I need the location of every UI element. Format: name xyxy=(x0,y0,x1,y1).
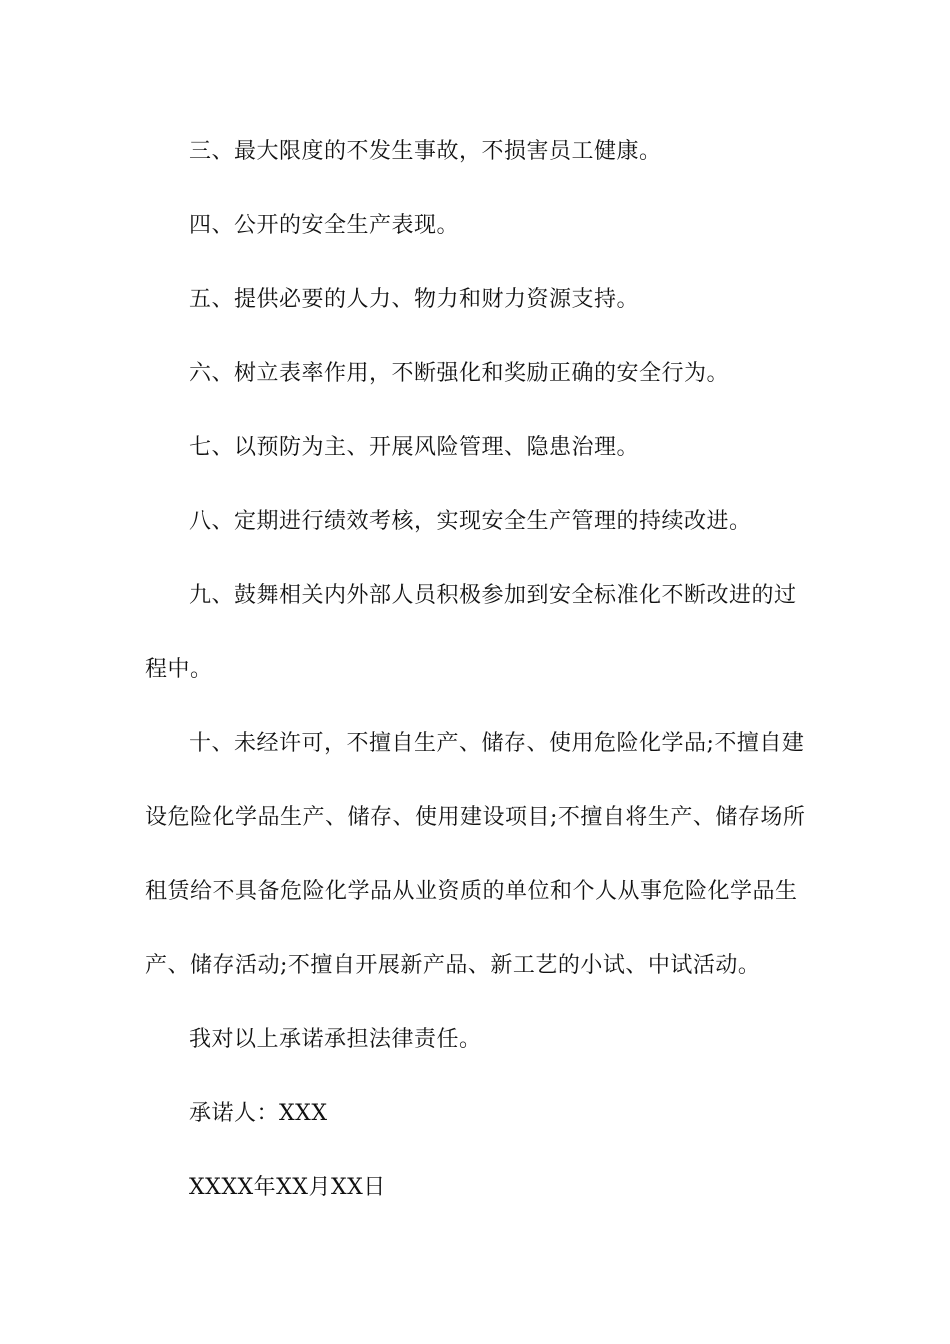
promiser-signature: 承诺人：XXX xyxy=(189,1101,328,1126)
commitment-item-7: 七、以预防为主、开展风险管理、隐患治理。 xyxy=(189,435,640,460)
commitment-item-9: 九、鼓舞相关内外部人员积极参加到安全标准化不断改进的过程中。 xyxy=(145,583,797,682)
signature-date: XXXX年XX月XX日 xyxy=(189,1175,386,1200)
commitment-item-10: 十、未经许可，不擅自生产、储存、使用危险化学品;不擅自建设危险化学品生产、储存、使用建设项目;不擅自将生产、储存场所租赁给不具备危险化学品从业资质的单位和个人从事危险化学品生产、储存活动;不擅自开展新产品、新工艺的小试、中试活动。 xyxy=(145,731,806,978)
legal-responsibility-statement: 我对以上承诺承担法律责任。 xyxy=(189,1027,482,1052)
commitment-item-5: 五、提供必要的人力、物力和财力资源支持。 xyxy=(189,287,640,312)
commitment-item-3: 三、最大限度的不发生事故，不损害员工健康。 xyxy=(189,139,662,164)
commitment-item-8: 八、定期进行绩效考核，实现安全生产管理的持续改进。 xyxy=(189,509,752,534)
commitment-item-6: 六、树立表率作用，不断强化和奖励正确的安全行为。 xyxy=(189,361,730,386)
commitment-item-4: 四、公开的安全生产表现。 xyxy=(189,213,460,238)
